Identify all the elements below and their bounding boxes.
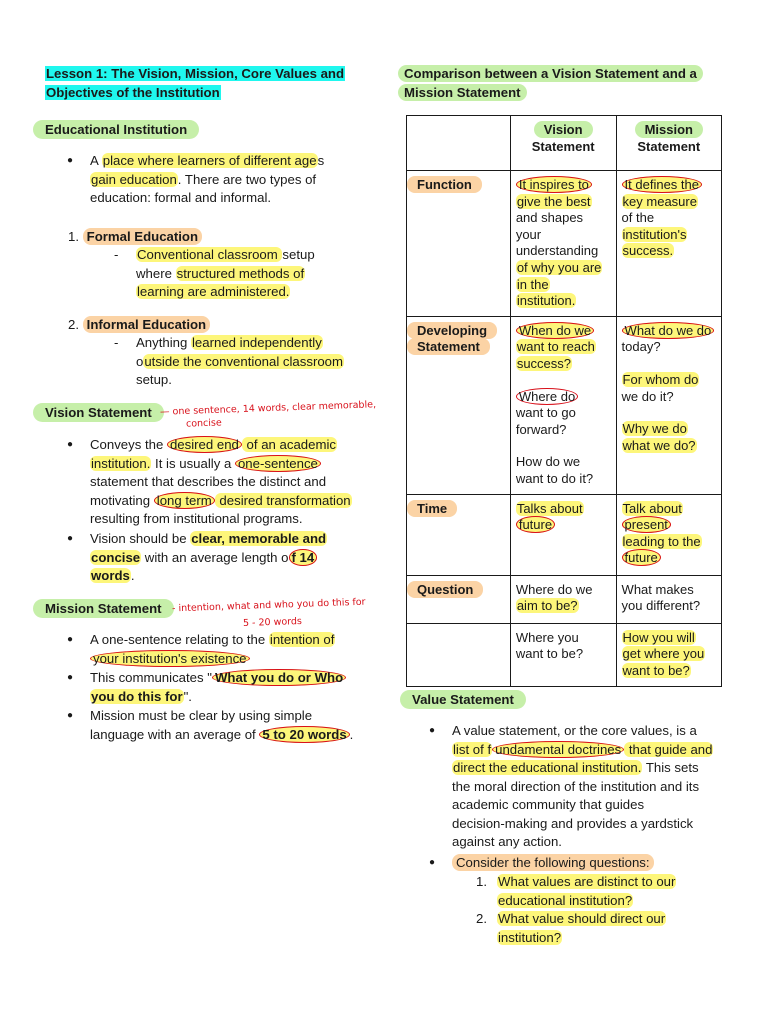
row-label [407, 575, 511, 623]
informal-education-title: Informal Education [83, 316, 210, 333]
text: . There are two types of [177, 171, 317, 187]
text: we do it? [621, 388, 674, 404]
text: list of f [453, 741, 492, 757]
vision-cell [510, 316, 616, 494]
vision-cell [510, 575, 616, 623]
text: get where you [622, 646, 705, 662]
bullet-dot: ● [67, 155, 74, 166]
text: understanding [515, 243, 599, 259]
text: against any action. [452, 834, 562, 849]
text: undamental doctrines [492, 741, 624, 758]
table-row [407, 171, 722, 317]
text: want to be? [622, 662, 690, 678]
text: aim to be? [516, 598, 578, 614]
text: the moral direction of the institution and its [452, 778, 700, 794]
text: . [130, 568, 135, 583]
mission-handwritten-note: - intention, what and who you do this for [171, 596, 366, 615]
text: setup [282, 247, 315, 262]
text: of an academic [242, 437, 336, 452]
text: of the [621, 210, 655, 226]
text: direct the educational institution. [453, 760, 642, 775]
text: Vision should be [90, 531, 191, 546]
text: o [136, 353, 144, 369]
text: This communicates " [90, 670, 212, 685]
table-header-row [407, 116, 722, 171]
text: today? [621, 339, 661, 355]
text: Question [407, 581, 483, 598]
text: want to do it? [515, 470, 594, 486]
list-number: 1. [68, 229, 79, 244]
text: what we do? [622, 437, 696, 453]
mission-cell [616, 623, 721, 686]
text: gain education [91, 171, 177, 187]
lesson-title [45, 65, 345, 102]
bullet-dot: ● [67, 672, 74, 683]
text: Conveys the [90, 437, 167, 452]
text: Mission [635, 121, 703, 138]
informal-education [68, 316, 210, 335]
text: resulting from institutional programs. [90, 511, 303, 526]
text: ". [183, 688, 192, 704]
text: intention of [269, 632, 335, 647]
text: What you do or Who [212, 669, 346, 686]
value-heading-text: Value Statement [400, 690, 526, 709]
text: What value should direct our [498, 911, 666, 926]
text: give the best [516, 193, 591, 209]
text: want to be? [515, 646, 584, 662]
row-label [407, 171, 511, 317]
text: Statement [637, 138, 701, 154]
text: When do we [516, 322, 594, 339]
vision-heading [33, 405, 164, 420]
text: A [90, 153, 102, 168]
text: Talk about [622, 500, 682, 516]
text: This sets [642, 760, 699, 775]
text: with an average length o [141, 549, 289, 565]
text: where [136, 265, 176, 281]
text: Vision [534, 121, 593, 138]
mission-bullet-3 [67, 707, 354, 744]
text: future [622, 549, 661, 566]
list-number: 1. [476, 874, 487, 889]
text: concise [91, 549, 141, 565]
table-row [407, 316, 722, 494]
vision-handwritten-note-2: concise [185, 417, 222, 430]
formal-desc [114, 246, 315, 302]
text: words [91, 568, 130, 583]
text: Mission must be clear by using simple [90, 708, 313, 723]
text: setup. [136, 372, 172, 387]
text: How do we [515, 454, 581, 470]
vision-cell [510, 623, 616, 686]
mission-cell [616, 575, 721, 623]
bullet-dot: ● [67, 634, 74, 645]
mission-column-header [616, 116, 721, 171]
comparison-title-line2: Mission Statement [398, 84, 527, 101]
text: place where learners of different age [102, 153, 317, 168]
text: success? [516, 355, 572, 371]
text: and shapes [515, 210, 584, 226]
bullet-dot: ● [67, 439, 74, 450]
text: utside the conventional classroom [144, 353, 343, 369]
row-label [407, 316, 511, 494]
vision-bullet-2 [67, 530, 327, 586]
value-question-1 [476, 873, 676, 910]
text: institution's [622, 226, 687, 242]
text: For whom do [622, 371, 699, 387]
text: want to reach [516, 339, 595, 355]
text: present [622, 516, 671, 533]
text: your institution's existence [90, 650, 250, 667]
text: Why we do [622, 421, 687, 437]
table-cell [407, 116, 511, 171]
table-row [407, 494, 722, 575]
text: long term [154, 492, 215, 509]
text: leading to the [622, 533, 701, 549]
text: f 14 [289, 549, 318, 566]
text: desired transformation [215, 492, 351, 508]
text: statement that describes the distinct and [90, 474, 327, 489]
text: language with an average of [90, 726, 260, 742]
bullet-dot: ● [429, 857, 436, 868]
text: forward? [515, 421, 567, 437]
text: What values are distinct to our [498, 874, 676, 889]
list-number: 2. [476, 911, 487, 926]
bullet-dot: ● [67, 710, 74, 721]
text: Developing [407, 322, 497, 339]
text: It inspires to [516, 176, 592, 193]
text: learning are administered. [137, 284, 290, 299]
comparison-title-line1: Comparison between a Vision Statement and a [398, 65, 703, 82]
dash: - [114, 247, 119, 262]
vision-heading-text: Vision Statement [33, 403, 164, 422]
text: that guide and [625, 741, 713, 757]
mission-heading-text: Mission Statement [33, 599, 174, 618]
table-row [407, 575, 722, 623]
text: Function [407, 176, 482, 193]
text: education: formal and informal. [90, 190, 272, 205]
text: institution. [91, 455, 151, 471]
formal-education [68, 228, 202, 247]
bullet-dot: ● [67, 533, 74, 544]
formal-education-title: Formal Education [83, 228, 202, 245]
value-question-2 [476, 910, 666, 947]
text: A one-sentence relating to the [90, 632, 269, 647]
text: . [349, 726, 354, 742]
mission-handwritten-note-2: 5 - 20 words [242, 615, 303, 630]
value-heading [400, 692, 526, 707]
lesson-title-line2: Objectives of the Institution [46, 84, 220, 100]
text: motivating [90, 492, 154, 508]
text: educational institution? [498, 892, 633, 908]
text: clear, memorable and [191, 531, 327, 546]
text: It defines the [622, 176, 702, 193]
text: desired end [167, 436, 242, 453]
text: What do we do [622, 322, 715, 339]
text: success. [622, 243, 674, 259]
text: What makes [621, 581, 694, 597]
list-number: 2. [68, 317, 79, 332]
text: How you will [622, 629, 695, 645]
text: one-sentence [235, 455, 321, 472]
lesson-title-line1: Lesson 1: The Vision, Mission, Core Values and [46, 66, 345, 81]
mission-bullet-2 [67, 669, 346, 706]
text: you different? [621, 598, 701, 614]
text: of why you are [516, 259, 602, 275]
text: Consider the following questions: [452, 854, 654, 871]
table-row [407, 623, 722, 686]
value-bullet-1 [429, 722, 713, 852]
text: institution. [516, 293, 576, 309]
comparison-title [398, 65, 703, 102]
text: learned independently [192, 335, 322, 350]
mission-cell [616, 316, 721, 494]
value-bullet-2 [429, 854, 654, 873]
comparison-table [406, 115, 722, 687]
educational-institution-heading-text: Educational Institution [33, 120, 199, 139]
text: Talks about [516, 500, 583, 516]
mission-bullet-1 [67, 631, 335, 668]
informal-desc [114, 334, 344, 390]
text: structured methods of [176, 265, 305, 281]
dash: - [114, 335, 119, 350]
vision-cell [510, 494, 616, 575]
row-label [407, 623, 511, 686]
mission-cell [616, 171, 721, 317]
text: Conventional classroom [137, 247, 282, 262]
text: Statement [407, 338, 490, 355]
text: future [516, 516, 555, 533]
vision-bullet-1 [67, 436, 352, 529]
edu-bullet [67, 152, 325, 208]
mission-heading [33, 601, 174, 616]
text: key measure [622, 193, 697, 209]
vision-cell [510, 171, 616, 317]
text: decision-making and provides a yardstick [452, 815, 694, 831]
text: Where do [516, 388, 578, 405]
text: want to go [515, 405, 576, 421]
text: Anything [136, 335, 191, 350]
text: Where do we [515, 581, 593, 597]
row-label [407, 494, 511, 575]
vision-handwritten-note: — one sentence, 14 words, clear memorable, [159, 399, 377, 418]
bullet-dot: ● [429, 725, 436, 736]
text: It is usually a [151, 455, 235, 471]
text: A value statement, or the core values, is a [452, 723, 697, 738]
text: your [515, 226, 542, 242]
text: s [317, 153, 325, 168]
text: Where you [515, 629, 579, 645]
text: Statement [531, 138, 595, 154]
educational-institution-heading [33, 122, 199, 137]
vision-column-header [510, 116, 616, 171]
text: Time [407, 500, 457, 517]
text: institution? [498, 929, 562, 945]
text: 5 to 20 words [259, 726, 349, 743]
text: you do this for [91, 688, 183, 704]
text: academic community that guides [452, 797, 645, 812]
mission-cell [616, 494, 721, 575]
text: in the [516, 276, 549, 292]
